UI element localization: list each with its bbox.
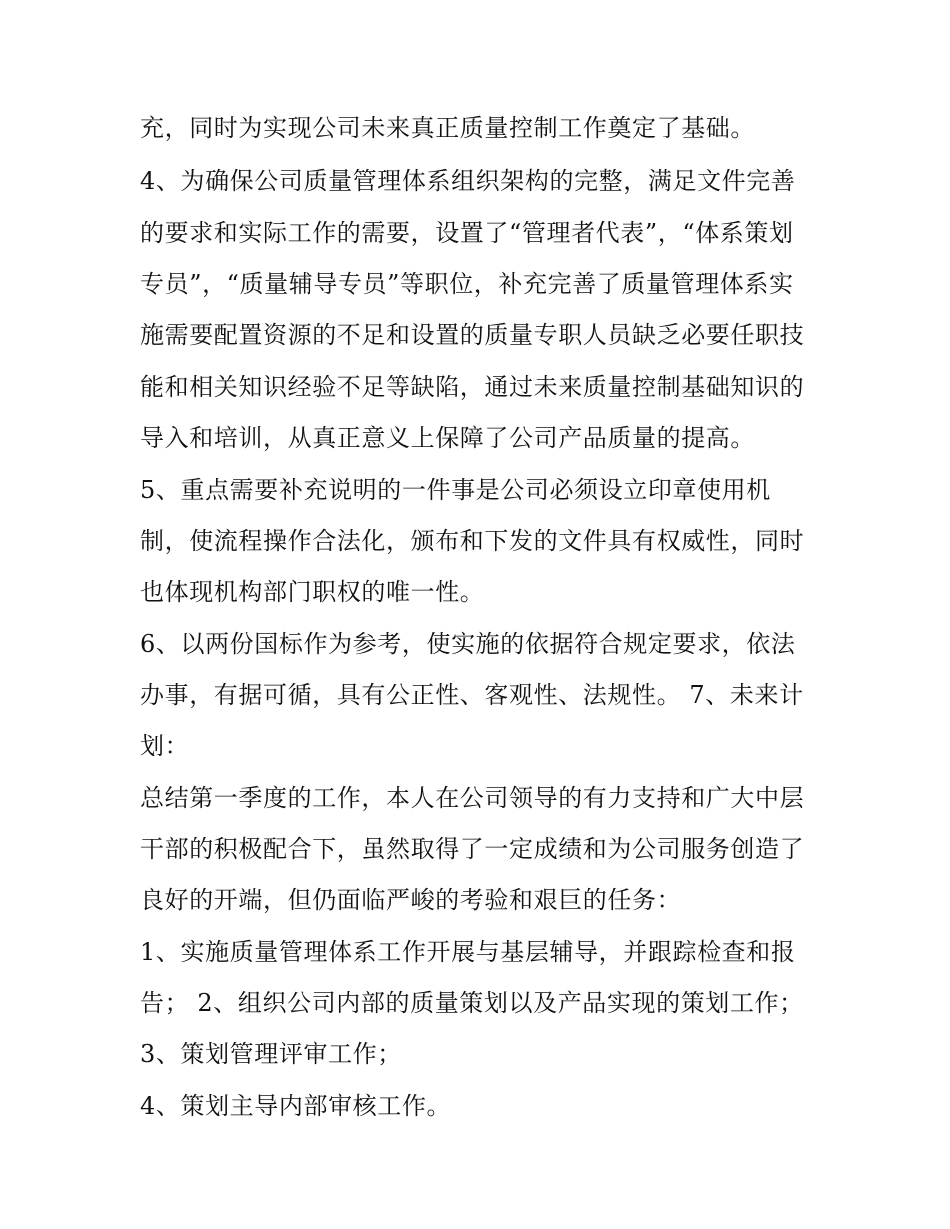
text-line: 良好的开端，但仍面临严峻的考验和艰巨的任务： bbox=[140, 886, 682, 914]
text-line: 的要求和实际工作的需要，设置了“管理者代表”，“体系策划 bbox=[140, 219, 794, 247]
text-line: 办事，有据可循，具有公正性、客观性、法规性。 7、未来计 bbox=[140, 681, 804, 709]
text-line: 也体现机构部门职权的唯一性。 bbox=[140, 578, 485, 606]
text-line: 告； 2、组织公司内部的质量策划以及产品实现的策划工作； bbox=[140, 989, 804, 1017]
text-line: 4、策划主导内部审核工作。 bbox=[140, 1092, 452, 1120]
text-line: 导入和培训，从真正意义上保障了公司产品质量的提高。 bbox=[140, 424, 755, 452]
text-line: 4、为确保公司质量管理体系组织架构的完整，满足文件完善 bbox=[140, 167, 796, 195]
text-line: 制，使流程操作合法化，颁布和下发的文件具有权威性，同时 bbox=[140, 527, 805, 555]
text-line: 3、策划管理评审工作； bbox=[140, 1040, 402, 1068]
text-line: 专员”，“质量辅导专员”等职位，补充完善了质量管理体系实 bbox=[140, 270, 794, 298]
text-line: 6、以两份国标作为参考，使实施的依据符合规定要求，依法 bbox=[140, 630, 796, 658]
text-line: 充，同时为实现公司未来真正质量控制工作奠定了基础。 bbox=[140, 114, 755, 142]
text-line: 干部的积极配合下，虽然取得了一定成绩和为公司服务创造了 bbox=[140, 835, 805, 863]
text-line: 5、重点需要补充说明的一件事是公司必须设立印章使用机 bbox=[140, 476, 771, 504]
text-line: 总结第一季度的工作，本人在公司领导的有力支持和广大中层 bbox=[140, 784, 805, 812]
text-line: 划： bbox=[140, 732, 190, 760]
text-line: 能和相关知识经验不足等缺陷，通过未来质量控制基础知识的 bbox=[140, 373, 805, 401]
text-line: 施需要配置资源的不足和设置的质量专职人员缺乏必要任职技 bbox=[140, 321, 805, 349]
text-line: 1、实施质量管理体系工作开展与基层辅导，并跟踪检查和报 bbox=[140, 938, 796, 966]
